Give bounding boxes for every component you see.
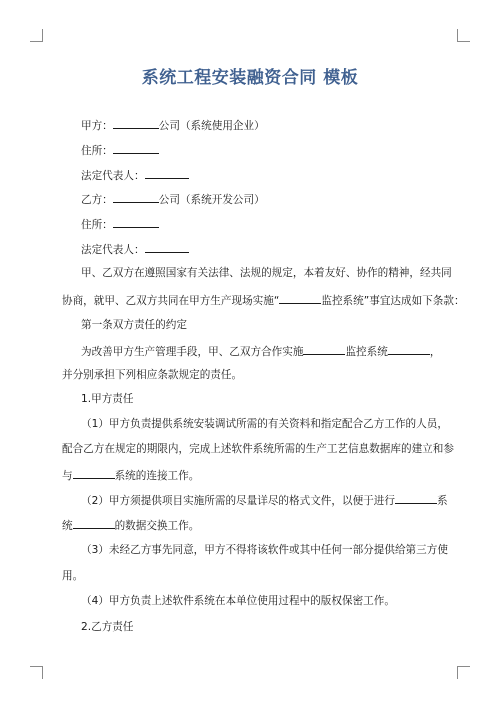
- article-1-para-line-1: [81, 343, 440, 359]
- item-2-line-1-post: 系: [436, 495, 448, 507]
- article-1-para-pre: 为改善甲方生产管理手段，甲、乙双方合作实施: [81, 346, 304, 358]
- crop-mark-bottom-left: [30, 666, 43, 679]
- document-title: 系统工程安装融资合同 模板: [141, 68, 359, 88]
- party-b-rep-line: [81, 241, 189, 257]
- article-1-para-mid: 监控系统: [345, 346, 388, 358]
- item-3-line-2: 用。: [62, 570, 84, 582]
- item-1-line-3: [62, 467, 199, 483]
- blank-field: [113, 191, 159, 203]
- crop-mark-top-right: [457, 29, 470, 42]
- article-1-heading: 第一条双方责任的约定: [81, 319, 187, 331]
- blank-field: [395, 492, 437, 504]
- intro-line-2: [62, 292, 465, 308]
- section-1-heading: 1.甲方责任: [81, 393, 134, 405]
- intro-line-2-post: 监控系统”事宜达成如下条款：: [321, 295, 465, 307]
- blank-field: [113, 117, 159, 129]
- blank-field: [145, 167, 189, 179]
- item-2-line-2-post: 的数据交换工作。: [114, 520, 200, 532]
- party-b-rep-label: 法定代表人：: [81, 244, 145, 256]
- party-a-line: [81, 117, 265, 133]
- party-b-address-line: [81, 216, 159, 232]
- item-2-line-2: [62, 517, 199, 533]
- party-a-rep-line: [81, 167, 189, 183]
- blank-field: [113, 216, 159, 228]
- party-a-rep-label: 法定代表人：: [81, 170, 145, 182]
- item-3-line-1: （3）未经乙方事先同意，甲方不得将该软件或其中任何一部分提供给第三方使: [81, 544, 448, 556]
- item-2-line-1: [81, 492, 448, 508]
- party-a-suffix: 公司（系统使用企业）: [158, 120, 265, 132]
- party-a-address-label: 住所：: [81, 145, 113, 157]
- item-1-line-3-post: 系统的连接工作。: [114, 470, 200, 482]
- crop-mark-top-left: [30, 29, 43, 42]
- party-b-address-label: 住所：: [81, 219, 113, 231]
- article-1-para-line-2: 并分别承担下列相应条款规定的责任。: [62, 369, 243, 381]
- item-2-line-1-pre: （2）甲方须提供项目实施所需的尽量详尽的格式文件，以便于进行: [81, 495, 395, 507]
- blank-field: [388, 343, 430, 355]
- intro-line-1: 甲、乙双方在遵照国家有关法律、法规的规定，本着友好、协作的精神，经共同: [81, 267, 452, 279]
- party-a-label: 甲方：: [81, 120, 113, 132]
- blank-field: [113, 142, 159, 154]
- blank-field: [73, 517, 115, 529]
- section-2-heading: 2.乙方责任: [81, 621, 134, 633]
- blank-field: [279, 292, 321, 304]
- party-b-label: 乙方：: [81, 194, 113, 206]
- party-a-address-line: [81, 142, 159, 158]
- party-b-line: [81, 191, 265, 207]
- item-4-line: （4）甲方负责上述软件系统在本单位使用过程中的版权保密工作。: [81, 595, 395, 607]
- item-1-line-1: （1）甲方负责提供系统安装调试所需的有关资料和指定配合乙方工作的人员，: [81, 418, 448, 430]
- intro-line-2-pre: 协商，就甲、乙双方共同在甲方生产现场实施“: [62, 295, 280, 307]
- crop-mark-bottom-right: [457, 666, 470, 679]
- blank-field: [145, 241, 189, 253]
- blank-field: [303, 343, 345, 355]
- article-1-para-post: ，: [429, 346, 441, 358]
- blank-field: [73, 467, 115, 479]
- item-2-line-2-pre: 统: [62, 520, 73, 532]
- party-b-suffix: 公司（系统开发公司）: [158, 194, 265, 206]
- item-1-line-3-pre: 与: [62, 470, 73, 482]
- item-1-line-2: 配合乙方在规定的期限内，完成上述软件系统所需的生产工艺信息数据库的建立和参: [62, 443, 454, 455]
